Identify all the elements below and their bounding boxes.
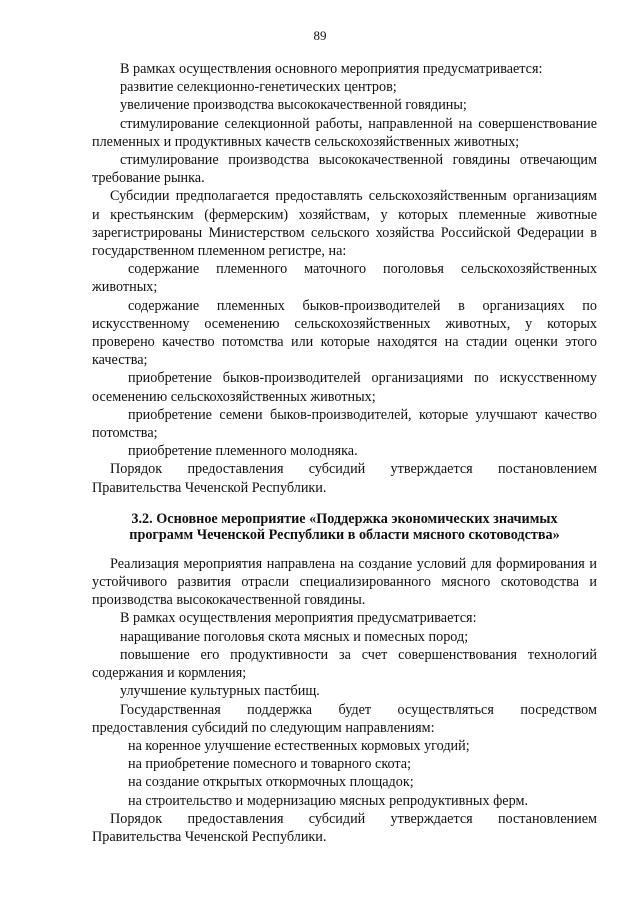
list-item: содержание племенного маточного поголовья сельскохозяйственных животных; xyxy=(92,261,597,296)
paragraph-subsidies: Субсидии предполагается предоставлять сельскохозяйственным организациям и крестьянским (фермерским) хозяйствам, у которых племенные животные зарегистрированы Министерством сельского хозяйства Российской Федерации в государственном племенном регистре, на: xyxy=(92,188,597,260)
list-item: стимулирование производства высококачественной говядины отвечающим требование рынка. xyxy=(92,152,597,187)
list-item: стимулирование селекционной работы, направленной на совершенствование племенных и продуктивных качеств сельскохозяйственных животных; xyxy=(92,115,597,150)
paragraph-state-support: Государственная поддержка будет осуществляться посредством предоставления субсидий по следующим направлениям: xyxy=(92,701,597,736)
page-number: 89 xyxy=(313,28,327,43)
list-item: приобретение быков-производителей организациями по искусственному осеменению сельскохозяйственных животных; xyxy=(92,370,597,405)
list-item: увеличение производства высококачественной говядины; xyxy=(120,97,467,114)
paragraph-procedure: Порядок предоставления субсидий утверждается постановлением Правительства Чеченской Республики. xyxy=(92,461,597,496)
list-item: на коренное улучшение естественных кормовых угодий; xyxy=(128,737,470,754)
list-item: повышение его продуктивности за счет совершенствования технологий содержания и кормления; xyxy=(92,646,597,682)
paragraph-intro: В рамках осуществления основного мероприятия предусматривается: xyxy=(120,61,543,77)
list-item: наращивание поголовья скота мясных и помесных пород; xyxy=(120,628,469,645)
list-item: на создание открытых откормочных площадок; xyxy=(128,774,414,791)
list-item: на приобретение помесного и товарного скота; xyxy=(128,756,412,773)
list-item: улучшение культурных пастбищ. xyxy=(120,683,320,700)
list-item: развитие селекционно-генетических центров; xyxy=(120,79,397,96)
list-item: содержание племенных быков-производителей в организациях по искусственному осеменению сельскохозяйственных животных, у которых проверено качество потомства или которые находятся на стадии оценки этого качества; xyxy=(92,297,597,369)
list-item: на строительство и модернизацию мясных репродуктивных ферм. xyxy=(128,792,528,809)
list-item: приобретение племенного молодняка. xyxy=(128,443,358,460)
paragraph-procedure: Порядок предоставления субсидий утверждается постановлением Правительства Чеченской Республики. xyxy=(92,810,597,845)
section-heading: 3.2. Основное мероприятие «Поддержка экономических значимых программ Чеченской Республики в области мясного скотоводства» xyxy=(129,510,560,543)
list-item: приобретение семени быков-производителей, которые улучшают качество потомства; xyxy=(92,406,597,442)
paragraph-implementation: Реализация мероприятия направлена на создание условий для формирования и устойчивого развития отрасли специализированного мясного скотоводства и производства высококачественной говядины. xyxy=(92,555,597,609)
paragraph-intro: В рамках осуществления мероприятия предусматривается: xyxy=(120,610,477,627)
document-body xyxy=(92,60,597,846)
